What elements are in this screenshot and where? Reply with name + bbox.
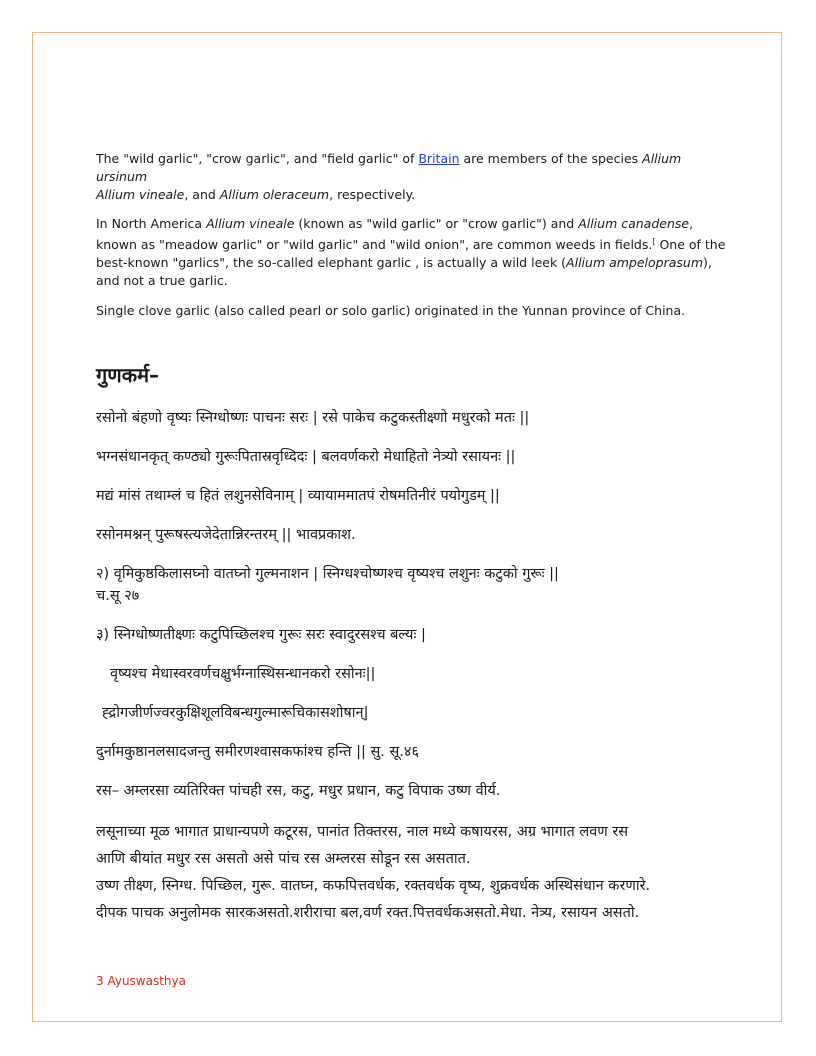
verse-line: वृष्यश्च मेधास्वरवर्णचक्षुर्भग्नास्थिसन्धानकरो रसोनः||: [110, 666, 376, 683]
species-name: Allium canadense: [578, 216, 690, 231]
verse-line: दुर्नामकुष्ठानलसादजन्तु समीरणश्वासकफांश्च हन्ति || सु. सू.४६: [96, 744, 419, 761]
verse-line: ह्द्रोगजीर्णज्वरकुक्षिशूलविबन्धगुल्मारूचिकासशोषान्|: [102, 705, 369, 722]
species-name: Allium vineale: [96, 187, 185, 202]
text: One of the best-known "garlics", the so-called elephant garlic , is actually a wild leek (: [96, 237, 726, 271]
paragraph-single-clove: Single clove garlic (also called pearl or solo garlic) originated in the Yunnan province of China.: [96, 303, 686, 319]
species-name: Allium ampeloprasum: [566, 255, 704, 271]
verse-line: रसोनो बंहणो वृष्यः स्निग्धोष्णः पाचनः सरः | रसे पाकेच कटुकस्तीक्ष्णो मधुरको मतः ||: [96, 410, 530, 427]
reference-line: च.सू २७: [96, 588, 140, 605]
text: , known as "meadow garlic" or "wild garlic" and "wild onion", are common weeds in fields.: [96, 216, 694, 253]
species-name: Allium ursinum: [96, 151, 682, 184]
text: (known as "wild garlic" or "crow garlic") and: [294, 216, 579, 231]
description-line: दीपक पाचक अनुलोमक सारकअसतो.शरीराचा बल,वर्ण रक्त.पित्तवर्धकअसतो.मेधा. नेत्र्य, रसायन असतो.: [96, 905, 640, 922]
verse-line: २) वृमिकुष्ठकिलासघ्नो वातघ्नो गुल्मनाशन | स्निग्धश्चोष्णश्च वृष्यश्च लशुनः कटुको गुरूः ||: [96, 566, 559, 583]
text: are members of the species: [459, 151, 643, 166]
text: , respectively.: [329, 187, 416, 202]
description-line: लसूनाच्या मूळ भागात प्राधान्यपणे कटूरस, पानांत तिक्तरस, नाल मध्ये कषायरस, अग्र भागात लवण रस: [96, 824, 629, 841]
verse-line: मद्यं मांसं तथाम्लं च हितं लशुनसेविनाम् | व्यायाममातपं रोषमतिनीरं पयोगुडम् ||: [96, 488, 500, 505]
verse-line: रसोनमश्नन् पुरूषस्त्यजेदेतान्निरन्तरम् || भावप्रकाश.: [96, 527, 356, 544]
britain-link[interactable]: Britain: [418, 151, 460, 166]
text: , and: [184, 187, 220, 202]
species-name: Allium vineale: [206, 216, 295, 231]
verse-line: भग्नसंधानकृत् कण्ठ्यो गुरूःपितास्रवृध्दिदः | बलवर्णकरो मेधाहितो नेत्र्यो रसायनः ||: [96, 449, 516, 466]
document-body: [96, 150, 726, 927]
rasa-line: रस– अम्लरसा व्यतिरिक्त पांचही रस, कटु, मधुर प्रधान, कटु विपाक उष्ण वीर्य.: [96, 783, 501, 800]
text: In North America: [96, 216, 207, 231]
species-name: Allium oleraceum: [219, 187, 330, 202]
footnote-marker[interactable]: [: [652, 237, 656, 246]
paragraph-wild-garlic-britain: [96, 150, 726, 204]
description-line: उष्ण तीक्ष्ण, स्निग्ध. पिच्छिल, गुरू. वातघ्न, कफपित्तवर्धक, रक्तवर्धक वृष्य, शुक्रवर्धक अस्थिसंधान करणारे.: [96, 878, 651, 895]
footer-label: 3 Ayuswasthya: [96, 974, 186, 988]
description-line: आणि बीयांत मधुर रस असतो असे पांच रस अम्लरस सोडून रस असतात.: [96, 851, 471, 868]
text: ), and not a true garlic.: [96, 255, 712, 289]
section-heading: गुणकर्म–: [96, 363, 160, 388]
text: The "wild garlic", "crow garlic", and "field garlic" of: [96, 151, 419, 166]
verse-line: ३) स्निग्धोष्णतीक्ष्णः कटुपिच्छिलश्च गुरूः सरः स्वादुरसश्च बल्यः |: [96, 627, 426, 644]
paragraph-north-america: [96, 215, 726, 290]
